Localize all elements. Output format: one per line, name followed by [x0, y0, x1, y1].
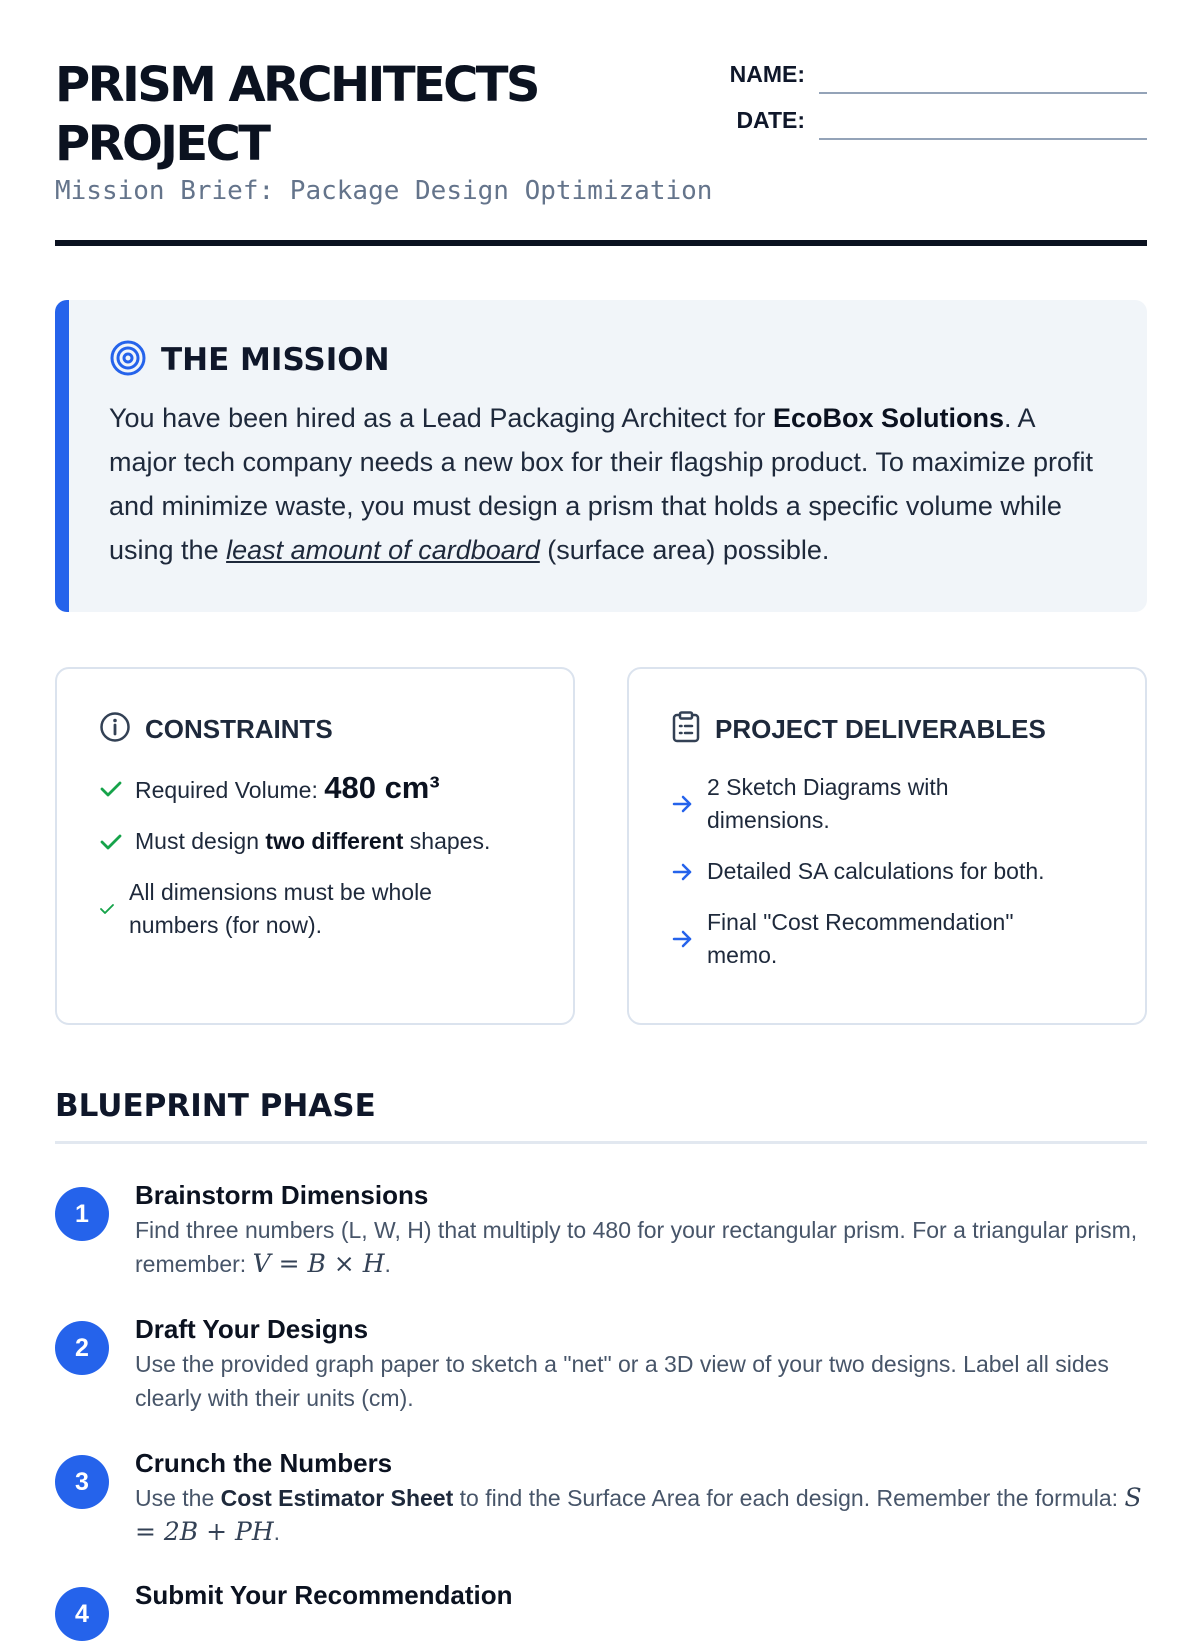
step-desc-pre: Use the [135, 1485, 221, 1511]
section-title: BLUEPRINT PHASE [55, 1088, 376, 1124]
shapes-text-post: shapes. [403, 828, 491, 854]
volume-formula: V = B × H [252, 1249, 385, 1278]
info-circle-icon [99, 711, 131, 748]
deliverable-item [671, 906, 1105, 972]
date-field [723, 104, 1147, 140]
step-description [135, 1213, 1147, 1281]
date-label: DATE: [736, 107, 805, 133]
step-body [135, 1577, 1147, 1613]
constraints-title: CONSTRAINTS [145, 713, 333, 744]
deliverables-header [671, 709, 1105, 749]
step-number-badge: 3 [55, 1455, 109, 1509]
step-desc-bold: Cost Estimator Sheet [220, 1485, 454, 1511]
deliverable-item [671, 855, 1105, 888]
title-line-1: PRISM ARCHITECTS [55, 57, 538, 113]
constraint-whole-numbers-text: All dimensions must be whole numbers (for now). [129, 879, 432, 938]
step-description: Use the provided graph paper to sketch a "net" or a 3D view of your two designs. Label all sides clearly with their units (cm). [135, 1351, 1109, 1411]
name-label: NAME: [729, 61, 805, 87]
deliverable-text: 2 Sketch Diagrams with dimensions. [707, 774, 949, 833]
constraint-whole-numbers [99, 876, 533, 942]
arrow-right-icon [671, 793, 707, 815]
check-icon [99, 830, 135, 854]
name-field [723, 58, 1147, 94]
company-name: EcoBox Solutions [772, 403, 1004, 433]
date-input-line[interactable] [819, 104, 1147, 140]
step-number-badge: 1 [55, 1187, 109, 1241]
deliverables-title: PROJECT DELIVERABLES [715, 713, 1046, 744]
step-title: Submit Your Recommendation [135, 1580, 513, 1610]
check-icon [99, 777, 135, 801]
worksheet-header [55, 0, 1147, 248]
constraint-volume [99, 771, 533, 807]
mission-text-part1: You have been hired as a Lead Packaging Architect for [109, 403, 773, 433]
step-title: Crunch the Numbers [135, 1448, 393, 1478]
arrow-right-icon [671, 928, 707, 950]
target-icon [109, 339, 147, 382]
deliverable-text: Final "Cost Recommendation" memo. [707, 909, 1014, 968]
step-title: Brainstorm Dimensions [135, 1180, 429, 1210]
mission-text-part3: (surface area) possible. [539, 535, 830, 565]
step-description [135, 1481, 1147, 1549]
student-fields [723, 58, 1147, 150]
deliverable-text: Detailed SA calculations for both. [707, 858, 1045, 884]
volume-label: Required Volume: [135, 777, 325, 803]
shapes-text-bold: two different [265, 828, 404, 854]
name-input-line[interactable] [819, 58, 1147, 94]
mission-emphasis: least amount of cardboard [226, 535, 540, 565]
constraints-header [99, 709, 533, 749]
mission-title: THE MISSION [161, 342, 390, 378]
step-title: Draft Your Designs [135, 1314, 369, 1344]
step-desc-post: . [273, 1519, 281, 1545]
worksheet-page [55, 0, 1147, 1628]
volume-value: 480 cm³ [324, 770, 440, 805]
arrow-right-icon [671, 861, 707, 883]
deliverable-item [671, 771, 1105, 837]
surface-area-formula: S = 2B + PH [135, 1483, 1142, 1546]
step-number-badge: 4 [55, 1587, 109, 1641]
check-icon [99, 901, 129, 917]
step-body [135, 1311, 1147, 1415]
shapes-text-pre: Must design [135, 828, 266, 854]
title-line-2: PROJECT [55, 116, 269, 172]
page-subtitle: Mission Brief: Package Design Optimization [55, 176, 713, 206]
constraint-shapes-text [135, 825, 490, 858]
step-desc-mid: to find the Surface Area for each design. Remember the formula: [453, 1485, 1125, 1511]
mission-text [109, 396, 1107, 572]
step-body [135, 1177, 1147, 1281]
constraints-card [55, 667, 575, 1025]
header-divider [55, 240, 1147, 246]
mission-panel [55, 300, 1147, 612]
deliverables-card [627, 667, 1147, 1025]
page-title [55, 56, 695, 174]
clipboard-icon [671, 711, 701, 748]
step-desc-pre: Find three numbers (L, W, H) that multiply to 480 for your rectangular prism. For a triangular prism, remember: [135, 1217, 1138, 1277]
step-desc-post: . [384, 1251, 391, 1277]
constraint-volume-text [135, 771, 440, 807]
step-number-badge: 2 [55, 1321, 109, 1375]
constraint-shapes [99, 825, 533, 858]
step-body [135, 1445, 1147, 1549]
mission-header [109, 340, 1107, 380]
mission-text-part2: . A major tech company needs a new box for their flagship product. To maximize profit and minimize waste, you must design a prism that holds a specific volume while using the [109, 403, 1093, 565]
section-divider [55, 1141, 1147, 1144]
